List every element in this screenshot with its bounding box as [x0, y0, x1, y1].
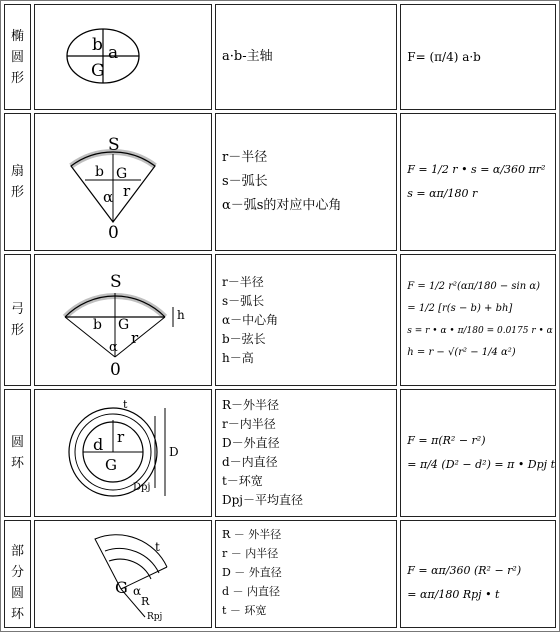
shape-name-cell: [4, 113, 31, 251]
label-Dpj: Dpj: [132, 482, 151, 493]
description-line: r－内半径: [221, 417, 276, 431]
label-h: h: [176, 308, 185, 322]
label-alpha: α: [132, 584, 142, 598]
label-a: a: [107, 43, 119, 63]
shape-name-char: 圆: [10, 435, 24, 450]
shape-name-char: 弓: [10, 302, 24, 317]
shape-name-char: 部: [10, 544, 24, 559]
label-t: t: [154, 540, 160, 554]
shape-name-cell: [4, 389, 31, 517]
label-S: S: [109, 272, 122, 292]
formula-cell: [400, 389, 556, 517]
shape-name-char: 扇: [10, 164, 24, 179]
formula-line: F = 1/2 r²(απ/180 − sin α): [407, 281, 541, 292]
shape-name-cell: [4, 520, 31, 628]
label-alpha: α: [108, 340, 118, 355]
formula-line: = π/4 (D² − d²) = π • Dpj t: [407, 458, 555, 471]
label-D: D: [168, 445, 179, 459]
shape-name-char: 形: [10, 70, 24, 86]
formula-line: = 1/2 [r(s − b) + bh]: [407, 303, 513, 314]
shape-name-char: 圆: [10, 49, 24, 65]
formula-cell: [400, 113, 556, 251]
formula-line: F= (π/4) a·b: [407, 50, 481, 64]
description-cell: [215, 520, 397, 628]
description-line: b－弦长: [221, 331, 266, 346]
label-r: r: [122, 182, 131, 200]
label-R: R: [140, 595, 150, 608]
formula-line: s = r • α • π/180 = 0.0175 r • α: [407, 326, 553, 336]
ellipse-figure: [35, 5, 211, 105]
description-cell: [215, 4, 397, 110]
description-line: s－弧长: [221, 293, 265, 308]
label-r: r: [116, 428, 125, 446]
shape-name-char: 形: [10, 323, 24, 338]
figure-cell: [34, 254, 212, 386]
label-b: b: [94, 164, 104, 180]
figure-cell: [34, 4, 212, 110]
shape-name-char: 圆: [10, 586, 24, 601]
shape-name-char: 形: [10, 185, 24, 200]
radius-left: [65, 317, 115, 357]
description-line: r－半径: [221, 150, 268, 165]
formula-line: F = απ/360 (R² − r²): [407, 564, 522, 577]
description-line: t － 环宽: [221, 604, 267, 617]
formula-line: F = π(R² − r²): [407, 434, 486, 447]
shape-name-char: 环: [10, 607, 24, 622]
table-row-annulus: [4, 389, 556, 517]
description-line: α－弧s的对应中心角: [221, 198, 342, 213]
segment-figure: [35, 255, 211, 381]
table-row-sector: [4, 113, 556, 251]
description-cell: [215, 113, 397, 251]
label-d: d: [92, 435, 104, 454]
partial-inner-arc: [109, 559, 151, 579]
figure-cell: [34, 520, 212, 628]
label-G: G: [104, 456, 117, 474]
shape-name-char: 环: [10, 456, 24, 471]
label-b: b: [92, 317, 102, 333]
annulus-figure: [35, 390, 211, 512]
description-line: D － 外直径: [221, 566, 282, 579]
description-line: R － 外半径: [221, 528, 282, 541]
label-G: G: [115, 166, 128, 182]
table-row-segment: [4, 254, 556, 386]
label-G: G: [117, 317, 130, 333]
formula-cell: [400, 254, 556, 386]
label-S: S: [107, 135, 120, 155]
description-line: s－弧长: [221, 174, 268, 189]
formula-line: s = απ/180 r: [407, 187, 478, 200]
shape-name-cell: [4, 254, 31, 386]
description-cell: [215, 389, 397, 517]
label-G: G: [90, 61, 105, 81]
description-line: Dpj－平均直径: [221, 493, 304, 507]
description-line: t－环宽: [221, 474, 263, 488]
description-line: d－内直径: [221, 455, 278, 469]
description-line: a·b-主轴: [221, 49, 273, 64]
partial-annulus-figure: [35, 521, 211, 623]
sector-figure: [35, 114, 211, 246]
label-G: G: [114, 578, 128, 597]
formula-cell: [400, 4, 556, 110]
label-Rpj: Rpj: [146, 612, 163, 622]
formula-line: h = r − √(r² − 1/4 α²): [407, 347, 516, 358]
figure-cell: [34, 389, 212, 517]
label-b: b: [91, 35, 103, 55]
description-line: h－高: [221, 350, 254, 365]
description-line: α－中心角: [221, 312, 279, 327]
description-line: d － 内直径: [221, 585, 281, 598]
label-r: r: [130, 329, 139, 347]
description-line: r － 内半径: [221, 547, 279, 560]
label-alpha: α: [102, 188, 114, 206]
shape-name-cell: [4, 4, 31, 110]
description-line: D－外直径: [221, 436, 280, 450]
formula-cell: [400, 520, 556, 628]
label-O: 0: [107, 223, 119, 243]
label-t: t: [122, 398, 128, 411]
shape-name-char: 分: [10, 565, 24, 580]
shape-name-char: 椭: [10, 28, 24, 44]
formula-line: = απ/180 Rpj • t: [407, 588, 500, 601]
formula-line: F = 1/2 r • s = α/360 πr²: [407, 163, 546, 176]
label-O: 0: [109, 360, 121, 380]
partial-mid-arc: [105, 549, 159, 573]
partial-radius: [121, 567, 167, 589]
table-row-partial-annulus: [4, 520, 556, 628]
description-cell: [215, 254, 397, 386]
figure-cell: [34, 113, 212, 251]
table-row-ellipse: [4, 4, 556, 110]
description-line: R－外半径: [221, 398, 280, 412]
description-line: r－半径: [221, 274, 264, 289]
